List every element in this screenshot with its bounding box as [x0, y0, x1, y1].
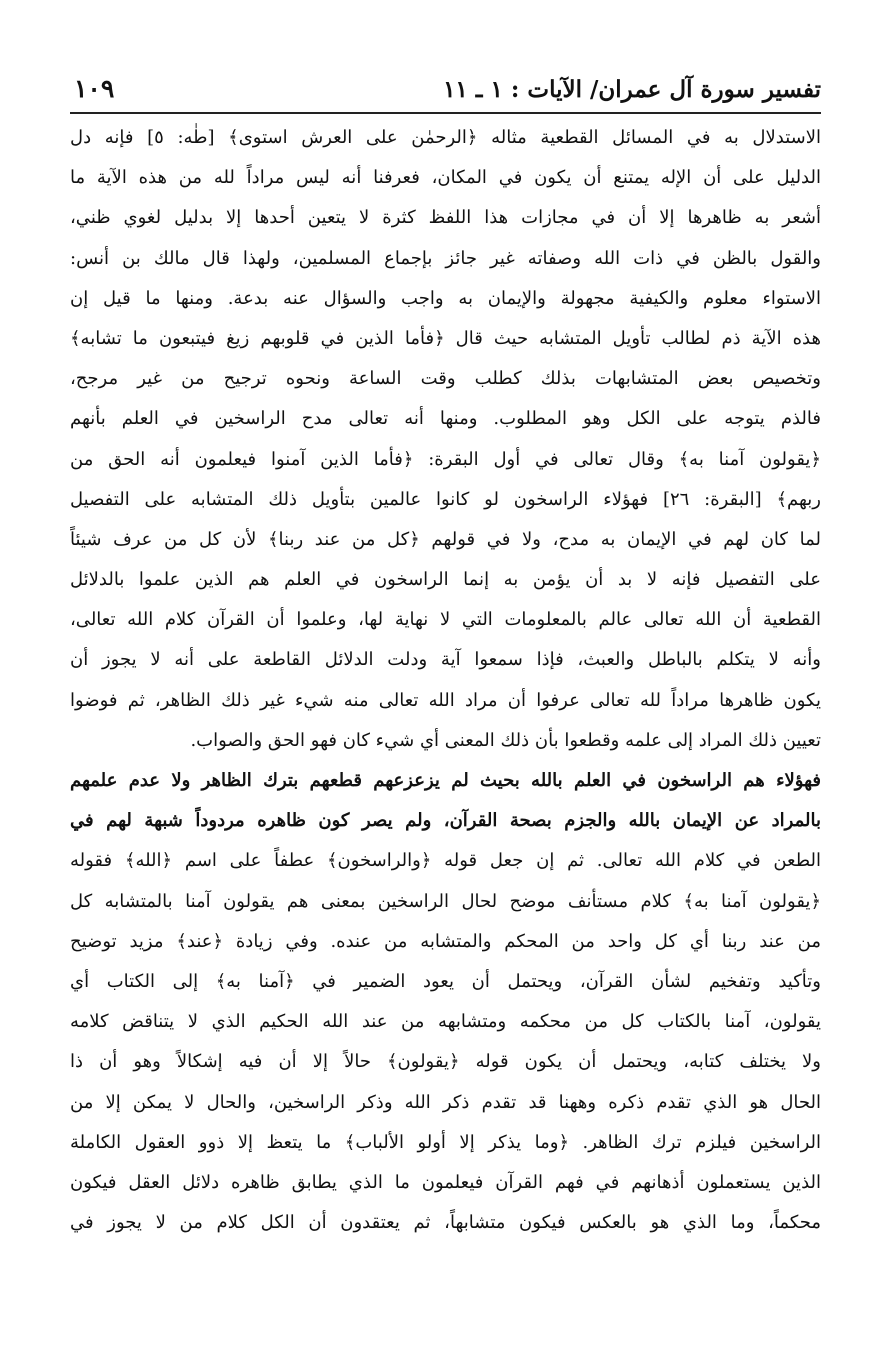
text-line: تعيين ذلك المراد إلى علمه وقطعوا بأن ذلك المعنى أي شيء كان فهو الحق والصواب.	[190, 729, 821, 751]
text-line: ﴿يقولون آمنا به﴾ كلام مستأنف موضح لحال الراسخين بمعنى هم يقولون آمنا بالمتشابه كل	[70, 890, 821, 912]
text-line: على التفصيل فإنه لا بد أن يؤمن به إنما الراسخون في العلم هم الذين علموا بالدلائل	[70, 569, 821, 591]
text-line: وتخصيص بعض المتشابهات بذلك كطلب وقت الساعة ونحوه ترجيح من غير مرجح،	[70, 368, 821, 390]
page-header	[70, 72, 821, 114]
text-line: وتأكيد وتفخيم لشأن القرآن، ويحتمل أن يعود الضمير في ﴿آمنا به﴾ إلى الكتاب أي	[70, 970, 821, 992]
text-line: القطعية أن الله تعالى عالم بالمعلومات التي لا نهاية لها، وعلموا أن القرآن كلام الله تعالى،	[70, 609, 821, 631]
text-line: لما كان لهم في الإيمان به مدح، ولا في قولهم ﴿كل من عند ربنا﴾ لأن كل من عرف شيئاً	[70, 528, 821, 550]
text-line: الدليل على أن الإله يمتنع أن يكون في المكان، فعرفنا أنه ليس مراداً لله من هذه الآية ما	[70, 167, 821, 189]
text-line: بالمراد عن الإيمان بالله والجزم بصحة القرآن، ولم يصر كون ظاهره مردوداً شبهة لهم في	[70, 810, 821, 832]
text-line: الاستواء معلوم والكيفية مجهولة والإيمان به واجب والسؤال عنه بدعة. ومنها ما قيل إن	[70, 287, 821, 309]
text-line: الطعن في كلام الله تعالى. ثم إن جعل قوله ﴿والراسخون﴾ عطفاً على اسم ﴿الله﴾ فقوله	[70, 850, 821, 872]
text-line: محكماً، وما الذي هو بالعكس فيكون متشابهاً، ثم يعتقدون أن الكل كلام من لا يجوز في	[70, 1212, 821, 1234]
body-text	[70, 118, 821, 1243]
text-line: والقول بالظن في ذات الله وصفاته غير جائز بإجماع المسلمين، ولهذا قال مالك بن أنس:	[70, 247, 821, 269]
text-line: فالذم يتوجه على الكل وهو المطلوب. ومنها أنه تعالى مدح الراسخين في العلم بأنهم	[70, 408, 821, 430]
text-line: الراسخين فيلزم ترك الظاهر. ﴿وما يذكر إلا أولو الألباب﴾ ما يتعظ إلا ذوو العقول الكاملة	[70, 1131, 821, 1153]
text-line: الحال هو الذي تقدم ذكره وههنا قد تقدم ذكر الله وذكر الراسخين، والحال لا يمكن إلا من	[70, 1091, 821, 1113]
text-line: ولا يختلف كتابه، ويحتمل أن يكون قوله ﴿يقولون﴾ حالاً إلا أن فيه إشكالاً وهو أن ذا	[70, 1051, 821, 1073]
text-line: ﴿يقولون آمنا به﴾ وقال تعالى في أول البقرة: ﴿فأما الذين آمنوا فيعلمون أنه الحق من	[70, 448, 821, 470]
text-line: أشعر به ظاهرها إلا أن في مجازات هذا اللفظ كثرة لا يتعين أحدها إلا بدليل لغوي ظني،	[70, 207, 821, 229]
text-line: فهؤلاء هم الراسخون في العلم بالله بحيث لم يزعزعهم قطعهم بترك الظاهر ولا عدم علمهم	[70, 770, 821, 791]
text-line: من عند ربنا أي كل واحد من المحكم والمتشابه من عنده. وفي زيادة ﴿عند﴾ مزيد توضيح	[70, 930, 821, 952]
text-line: ربهم﴾ [البقرة: ٢٦] فهؤلاء الراسخون لو كانوا عالمين بتأويل ذلك المتشابه على التفصيل	[70, 488, 821, 510]
text-line: هذه الآية ذم لطالب تأويل المتشابه حيث قال ﴿فأما الذين في قلوبهم زيغ فيتبعون ما تشابه﴾	[70, 327, 821, 349]
running-title: تفسير سورة آل عمران/ الآيات : ١ ـ ١١	[443, 76, 821, 103]
text-line: وأنه لا يتكلم بالباطل والعبث، فإذا سمعوا آية ودلت الدلائل القاطعة على أنه لا يجوز أن	[70, 649, 821, 671]
text-line: الاستدلال به في المسائل القطعية مثاله ﴿الرحمٰن على العرش استوى﴾ [طٰه: ٥] فإنه دل	[70, 127, 821, 148]
text-line: يقولون، آمنا بالكتاب كل من محكمه ومتشابهه من عند الله الحكيم الذي لا يتناقض كلامه	[70, 1011, 821, 1033]
text-line: الذين يستعملون أذهانهم في فهم القرآن فيعلمون ما الذي يطابق ظاهره دلائل العقل فيكون	[70, 1171, 821, 1193]
page-number: ١٠٩	[74, 74, 115, 103]
text-line: يكون ظاهرها مراداً لله تعالى عرفوا أن مراد الله تعالى منه شيء غير ذلك الظاهر، ثم فوضوا	[70, 689, 821, 711]
